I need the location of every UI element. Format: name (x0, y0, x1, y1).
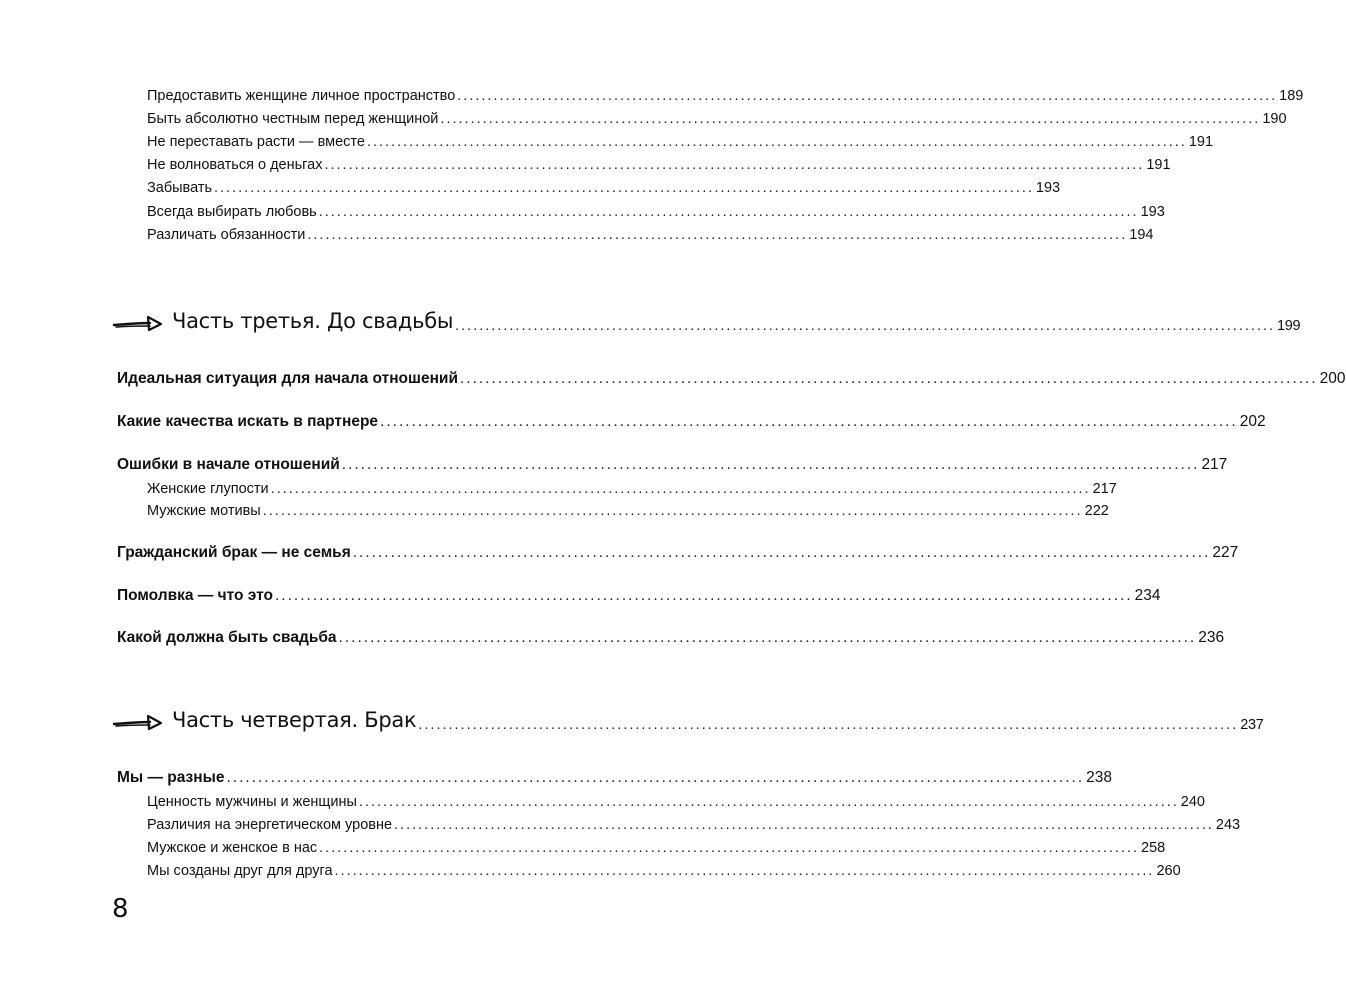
toc-entry-title: Мужское и женское в нас (147, 840, 318, 856)
dot-leader: ........................................................................................................................................ (460, 370, 1318, 387)
toc-entry (147, 817, 1241, 833)
toc-chapter-page: 227 (1212, 544, 1239, 561)
dot-leader: ........................................................................................................................................ (334, 863, 1155, 879)
dot-leader: ........................................................................................................................................ (440, 111, 1261, 127)
dot-leader: ........................................................................................................................................ (366, 134, 1187, 150)
toc-entry-page: 258 (1141, 840, 1166, 856)
toc-chapter (117, 370, 1346, 388)
toc-entry (147, 481, 1117, 497)
part-page: 237 (1240, 717, 1264, 733)
toc-chapter (117, 544, 1239, 562)
toc-chapter (117, 587, 1161, 605)
toc-entry-page: 194 (1129, 227, 1154, 243)
part-heading (112, 309, 1301, 334)
toc-chapter (117, 769, 1113, 787)
toc-chapter (117, 456, 1228, 474)
toc-entry-title: Не волноваться о деньгах (147, 157, 323, 173)
toc-entry-page: 193 (1035, 180, 1061, 196)
toc-chapter-title: Идеальная ситуация для начала отношений (117, 370, 458, 387)
toc-chapter-title: Мы — разные (117, 769, 225, 786)
part-title: Часть третья. До свадьбы (172, 309, 454, 333)
toc-entry (147, 503, 1109, 519)
toc-entry-page: 260 (1156, 863, 1181, 879)
dot-leader: ........................................................................................................................................ (341, 456, 1200, 473)
toc-entry-title: Всегда выбирать любовь (147, 204, 317, 220)
toc-entry-title: Мужские мотивы (147, 503, 261, 519)
toc-entry-page: 191 (1146, 157, 1171, 173)
toc-entry-title: Не переставать расти — вместе (147, 134, 365, 150)
toc-entry-page: 191 (1188, 134, 1214, 150)
toc-entry (147, 794, 1205, 810)
toc-entry-title: Мы созданы друг для друга (147, 863, 333, 879)
dot-leader: ........................................................................................................................................ (324, 157, 1145, 173)
dot-leader: ........................................................................................................................................ (457, 88, 1278, 104)
toc-chapter-page: 200 (1319, 370, 1346, 387)
toc-entry-title: Забывать (147, 180, 213, 196)
toc-chapter-title: Помолвка — что это (117, 587, 273, 604)
toc-chapter-title: Гражданский брак — не семья (117, 544, 351, 561)
dot-leader: ........................................................................................................................................ (214, 180, 1034, 196)
toc-entry (147, 134, 1214, 150)
toc-chapter-page: 234 (1134, 587, 1161, 604)
toc-chapter-page: 217 (1201, 456, 1228, 473)
toc-entry-title: Женские глупости (147, 481, 269, 497)
dot-leader: ........................................................................................................................................ (338, 629, 1197, 646)
toc-entry-title: Быть абсолютно честным перед женщиной (147, 111, 439, 127)
arrow-right-icon (112, 713, 164, 731)
dot-leader: ........................................................................................................................................ (455, 318, 1276, 334)
toc-chapter-title: Ошибки в начале отношений (117, 456, 340, 473)
toc-entry (147, 111, 1287, 127)
toc-entry (147, 88, 1304, 104)
toc-entry (147, 204, 1165, 220)
dot-leader: ........................................................................................................................................ (318, 204, 1139, 220)
dot-leader: ........................................................................................................................................ (418, 717, 1239, 733)
toc-chapter-page: 238 (1086, 769, 1113, 786)
dot-leader: ........................................................................................................................................ (358, 794, 1179, 810)
toc-entry-title: Предоставить женщине личное пространство (147, 88, 456, 104)
toc-entry-page: 189 (1279, 88, 1304, 104)
part-page: 199 (1277, 318, 1301, 334)
toc-entry-page: 222 (1084, 503, 1109, 519)
toc-entry-title: Различать обязанности (147, 227, 306, 243)
toc-chapter-page: 202 (1239, 413, 1266, 430)
toc-entry-page: 193 (1140, 204, 1165, 220)
toc-chapter (117, 413, 1266, 431)
toc-entry (147, 863, 1181, 879)
dot-leader: ........................................................................................................................................ (394, 817, 1214, 833)
dot-leader: ........................................................................................................................................ (352, 544, 1211, 561)
toc-chapter-title: Какие качества искать в партнере (117, 413, 379, 430)
part-heading (112, 708, 1264, 733)
toc-entry (147, 227, 1154, 243)
part-title: Часть четвертая. Брак (172, 708, 417, 732)
toc-entry (147, 157, 1171, 173)
toc-entry-title: Различия на энергетическом уровне (147, 817, 393, 833)
toc-chapter-title: Какой должна быть свадьба (117, 629, 337, 646)
dot-leader: ........................................................................................................................................ (226, 769, 1085, 786)
toc-entry (147, 840, 1166, 856)
toc-entry-page: 217 (1092, 481, 1117, 497)
dot-leader: ........................................................................................................................................ (270, 481, 1091, 497)
dot-leader: ........................................................................................................................................ (319, 840, 1140, 856)
toc-chapter-page: 236 (1198, 629, 1225, 646)
page-number: 8 (112, 894, 129, 924)
dot-leader: ........................................................................................................................................ (380, 413, 1238, 430)
arrow-right-icon (112, 314, 164, 332)
toc-entry-page: 243 (1215, 817, 1241, 833)
dot-leader: ........................................................................................................................................ (274, 587, 1133, 604)
toc-entry-page: 190 (1262, 111, 1287, 127)
toc-chapter (117, 629, 1225, 647)
toc-entry (147, 180, 1061, 196)
toc-entry-page: 240 (1180, 794, 1205, 810)
dot-leader: ........................................................................................................................................ (307, 227, 1128, 243)
toc-entry-title: Ценность мужчины и женщины (147, 794, 357, 810)
dot-leader: ........................................................................................................................................ (262, 503, 1083, 519)
